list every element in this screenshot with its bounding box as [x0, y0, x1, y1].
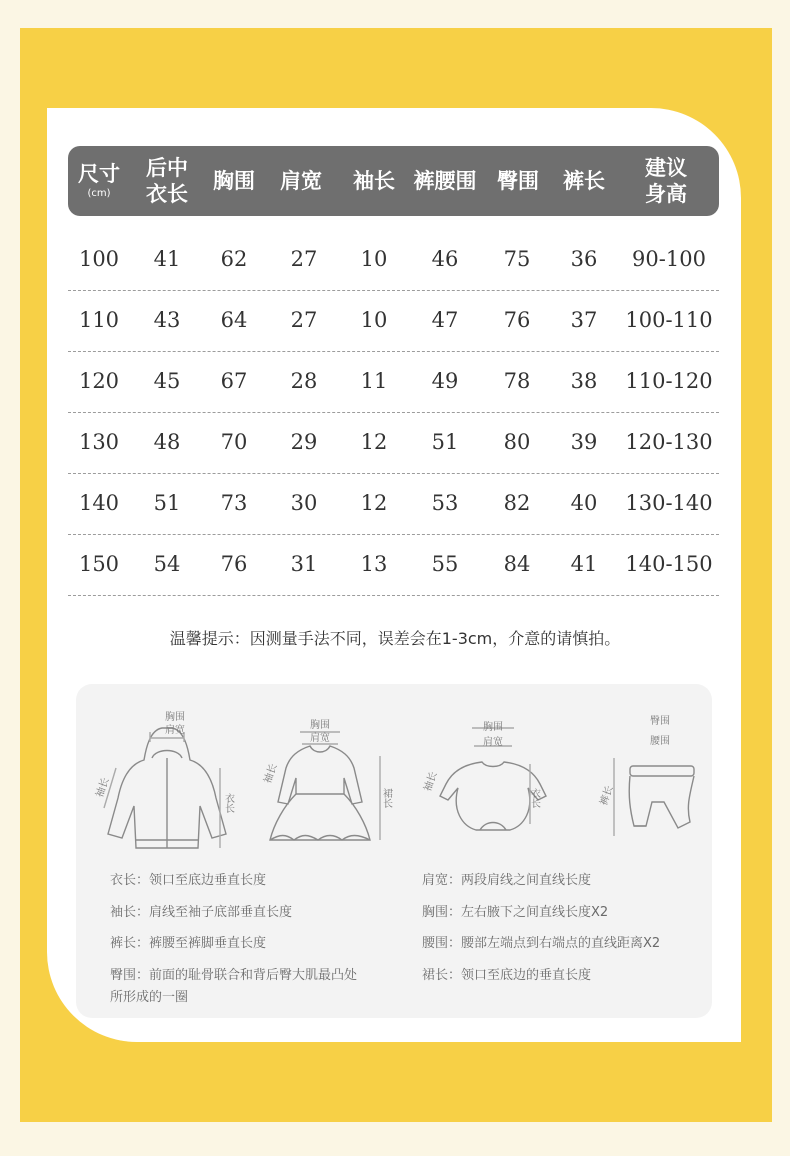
header-shoulder: [280, 146, 322, 216]
definition-skirt: [422, 965, 591, 987]
table-cell: 13: [360, 552, 388, 576]
definition-length: [110, 870, 266, 892]
table-cell: 73: [220, 491, 248, 515]
table-cell: 70: [220, 430, 248, 454]
definition-value: 左右腋下之间直线长度X2: [461, 905, 609, 920]
table-cell: 62: [220, 247, 248, 271]
pants-waist-label: 腰围: [650, 736, 670, 747]
header-size: [78, 146, 120, 216]
definition-value: 两段肩线之间直线长度: [461, 873, 592, 888]
definition-value: 领口至底边垂直长度: [149, 873, 267, 888]
header-height: [645, 146, 687, 216]
definition-waist: [422, 933, 660, 955]
header-size-unit: (cm): [87, 188, 111, 199]
pants-length-label: 裤长: [598, 784, 616, 808]
definition-shoulder: [422, 870, 591, 892]
jacket-shoulder-label: 肩宽: [165, 725, 185, 736]
table-cell: 53: [431, 491, 459, 515]
table-cell: 46: [431, 247, 459, 271]
definition-value: 前面的耻骨联合和背后臀大肌最凸处: [149, 968, 358, 983]
definition-pants-length: [110, 933, 266, 955]
pants-illustration: [586, 706, 706, 858]
table-cell: 36: [570, 247, 598, 271]
table-cell: 27: [290, 247, 318, 271]
definition-key: 裤长：: [110, 936, 150, 951]
romper-length-label: 衣长: [528, 788, 540, 808]
definition-key: 袖长：: [110, 905, 150, 920]
jacket-length-label: 衣长: [222, 793, 234, 813]
table-cell: 120-130: [625, 430, 713, 454]
header-pants-length: [563, 146, 605, 216]
table-cell: 76: [503, 308, 531, 332]
header-size-label: 尺寸: [78, 162, 120, 186]
table-row: [68, 413, 719, 474]
jacket-illustration: [90, 698, 240, 858]
table-cell: 41: [570, 552, 598, 576]
table-cell: 43: [153, 308, 181, 332]
table-cell: 37: [570, 308, 598, 332]
table-cell: 150: [78, 552, 120, 576]
header-pants-length-label: 裤长: [563, 169, 605, 193]
table-cell: 40: [570, 491, 598, 515]
header-sleeve: [353, 146, 395, 216]
definition-key: 肩宽：: [422, 873, 462, 888]
measurement-tip: 温馨提示：因测量手法不同，误差会在1-3cm，介意的请慎拍。: [169, 629, 621, 648]
table-cell: 29: [290, 430, 318, 454]
table-cell: 120: [78, 369, 120, 393]
dress-chest-label: 胸围: [310, 720, 330, 731]
table-cell: 11: [360, 369, 388, 393]
table-cell: 54: [153, 552, 181, 576]
definition-value: 领口至底边的垂直长度: [461, 968, 592, 983]
definition-key: 胸围：: [422, 905, 462, 920]
definition-value: 肩线至袖子底部垂直长度: [149, 905, 293, 920]
table-cell: 64: [220, 308, 248, 332]
romper-chest-label: 胸围: [483, 722, 503, 733]
header-chest: [213, 146, 255, 216]
table-row: [68, 352, 719, 413]
table-cell: 100-110: [625, 308, 713, 332]
romper-illustration: [416, 708, 566, 858]
table-cell: 55: [431, 552, 459, 576]
table-cell: 48: [153, 430, 181, 454]
definition-key: 臀围：: [110, 968, 150, 983]
header-sleeve-label: 袖长: [353, 169, 395, 193]
dress-skirt-label: 裙长: [380, 788, 392, 808]
header-shoulder-label: 肩宽: [280, 169, 322, 193]
table-cell: 90-100: [632, 247, 706, 271]
table-row: [68, 291, 719, 352]
measurement-guide-panel: [76, 684, 712, 1018]
table-cell: 31: [290, 552, 318, 576]
table-cell: 47: [431, 308, 459, 332]
table-cell: 45: [153, 369, 181, 393]
table-cell: 130: [78, 430, 120, 454]
definition-sleeve: [110, 902, 292, 924]
table-cell: 130-140: [625, 491, 713, 515]
table-cell: 76: [220, 552, 248, 576]
dress-sleeve-label: 袖长: [262, 762, 280, 786]
table-cell: 84: [503, 552, 531, 576]
table-row: [68, 230, 719, 291]
table-cell: 39: [570, 430, 598, 454]
table-cell: 100: [78, 247, 120, 271]
table-cell: 41: [153, 247, 181, 271]
table-cell: 67: [220, 369, 248, 393]
table-cell: 140-150: [625, 552, 713, 576]
header-waist: [414, 146, 477, 216]
definition-value-cont: 所形成的一圈: [110, 990, 189, 1005]
romper-shoulder-label: 肩宽: [483, 737, 503, 748]
table-cell: 110-120: [625, 369, 713, 393]
header-chest-label: 胸围: [213, 169, 255, 193]
table-row: [68, 474, 719, 535]
definition-value: 腰部左端点到右端点的直线距离X2: [461, 936, 661, 951]
header-hip: [497, 146, 539, 216]
table-cell: 49: [431, 369, 459, 393]
table-cell: 30: [290, 491, 318, 515]
table-cell: 28: [290, 369, 318, 393]
definition-key: 衣长：: [110, 873, 150, 888]
size-table-header: [68, 146, 719, 216]
header-back-length-line1: 后中: [146, 156, 188, 180]
header-back-length: [146, 146, 188, 216]
header-height-line1: 建议: [645, 156, 687, 180]
header-height-line2: 身高: [645, 182, 687, 206]
pants-hip-label: 臀围: [650, 716, 670, 727]
table-cell: 140: [78, 491, 120, 515]
table-cell: 10: [360, 247, 388, 271]
definition-chest: [422, 902, 608, 924]
header-hip-label: 臀围: [497, 169, 539, 193]
definition-key: 裙长：: [422, 968, 462, 983]
table-cell: 78: [503, 369, 531, 393]
table-cell: 10: [360, 308, 388, 332]
table-cell: 75: [503, 247, 531, 271]
table-row: [68, 535, 719, 596]
table-cell: 51: [431, 430, 459, 454]
dress-illustration: [246, 706, 396, 858]
table-cell: 51: [153, 491, 181, 515]
table-cell: 82: [503, 491, 531, 515]
header-waist-label: 裤腰围: [413, 169, 477, 193]
table-cell: 27: [290, 308, 318, 332]
definition-hip: [110, 965, 357, 1009]
jacket-sleeve-label: 袖长: [94, 776, 112, 800]
jacket-chest-label: 胸围: [165, 712, 185, 723]
romper-sleeve-label: 袖长: [422, 770, 440, 794]
header-back-length-line2: 衣长: [146, 182, 188, 206]
dress-shoulder-label: 肩宽: [310, 733, 330, 744]
table-cell: 110: [78, 308, 120, 332]
table-cell: 12: [360, 430, 388, 454]
definition-value: 裤腰至裤脚垂直长度: [149, 936, 267, 951]
definition-key: 腰围：: [422, 936, 462, 951]
table-cell: 80: [503, 430, 531, 454]
table-cell: 12: [360, 491, 388, 515]
table-cell: 38: [570, 369, 598, 393]
